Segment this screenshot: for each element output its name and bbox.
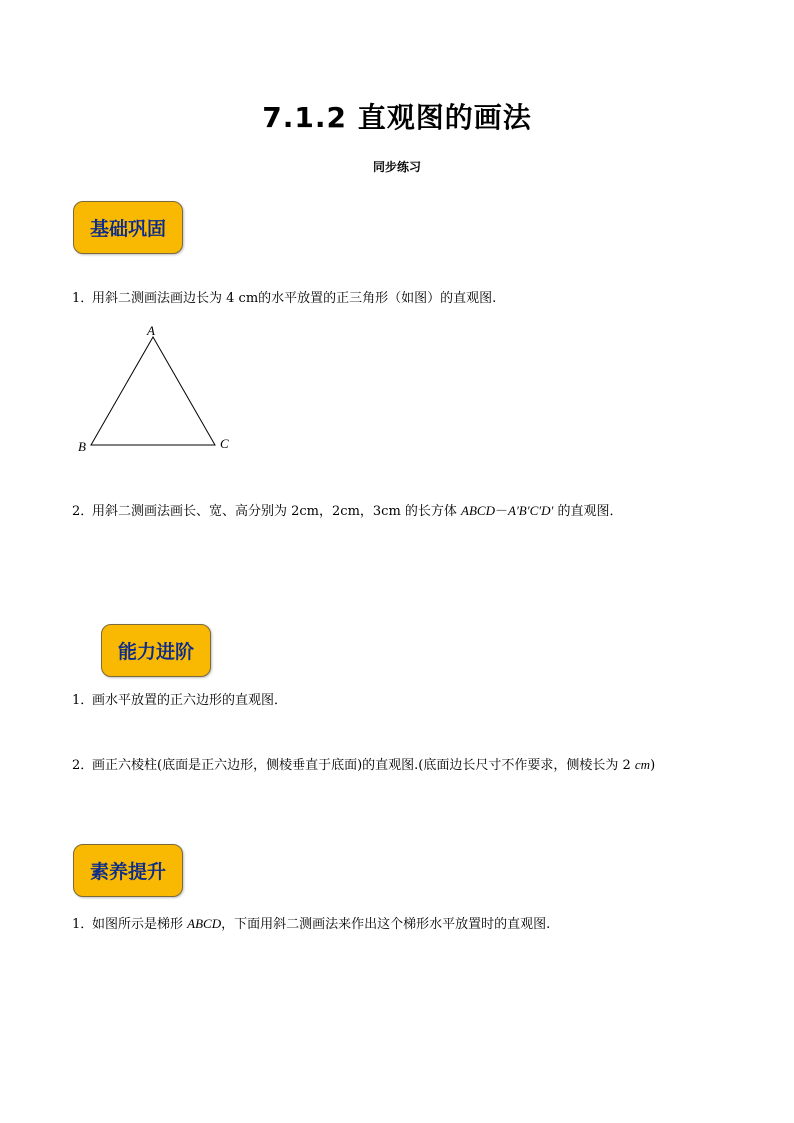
question-text: 用斜二测画法画边长为 4 cm的水平放置的正三角形（如图）的直观图. [92,291,497,306]
math-ABCD: ABCD [187,916,222,931]
section-badge-advanced: 能力进阶 [101,624,211,677]
vertex-label-c: C [220,436,229,451]
triangle-shape [91,337,215,445]
math-ABCD: ABCD [461,503,495,518]
math-dash: － [495,504,509,519]
question-text-part: 的直观图． [553,504,623,519]
section-badge-literacy: 素养提升 [73,844,183,897]
question-advanced-1 [72,693,287,709]
section-badge-basic: 基础巩固 [73,201,183,254]
question-number: 2． [72,758,94,773]
question-text-part: 画正六棱柱(底面是正六边形，侧棱垂直于底面)的直观图.(底面边长尺寸不作要求，侧棱长为 2 [92,758,635,773]
vertex-label-a: A [147,323,155,338]
question-text-part: ，下面用斜二测画法来作出这个梯形水平放置时的直观图. [221,917,551,932]
question-text: 画水平放置的正六边形的直观图． [92,693,288,708]
question-number: 1． [72,693,94,708]
math-cm: cm [634,757,651,772]
equilateral-triangle-figure [70,320,250,460]
question-basic-1 [72,291,496,307]
question-number: 1． [72,917,94,932]
math-A1B1C1D1: A′B′C′D′ [508,503,554,518]
question-text-part: ) [650,758,656,773]
question-number: 1． [72,291,94,306]
question-advanced-2 [72,757,655,774]
page-subtitle: 同步练习 [372,160,421,174]
question-basic-2 [72,503,622,520]
page-title: 7.1.2 直观图的画法 [262,101,532,134]
question-number: 2． [72,504,94,519]
vertex-label-b: B [78,439,86,454]
question-text-part: 用斜二测画法画长、宽、高分别为 2cm，2cm，3cm 的长方体 [92,504,462,519]
question-literacy-1 [72,916,550,933]
question-text-part: 如图所示是梯形 [92,917,188,932]
